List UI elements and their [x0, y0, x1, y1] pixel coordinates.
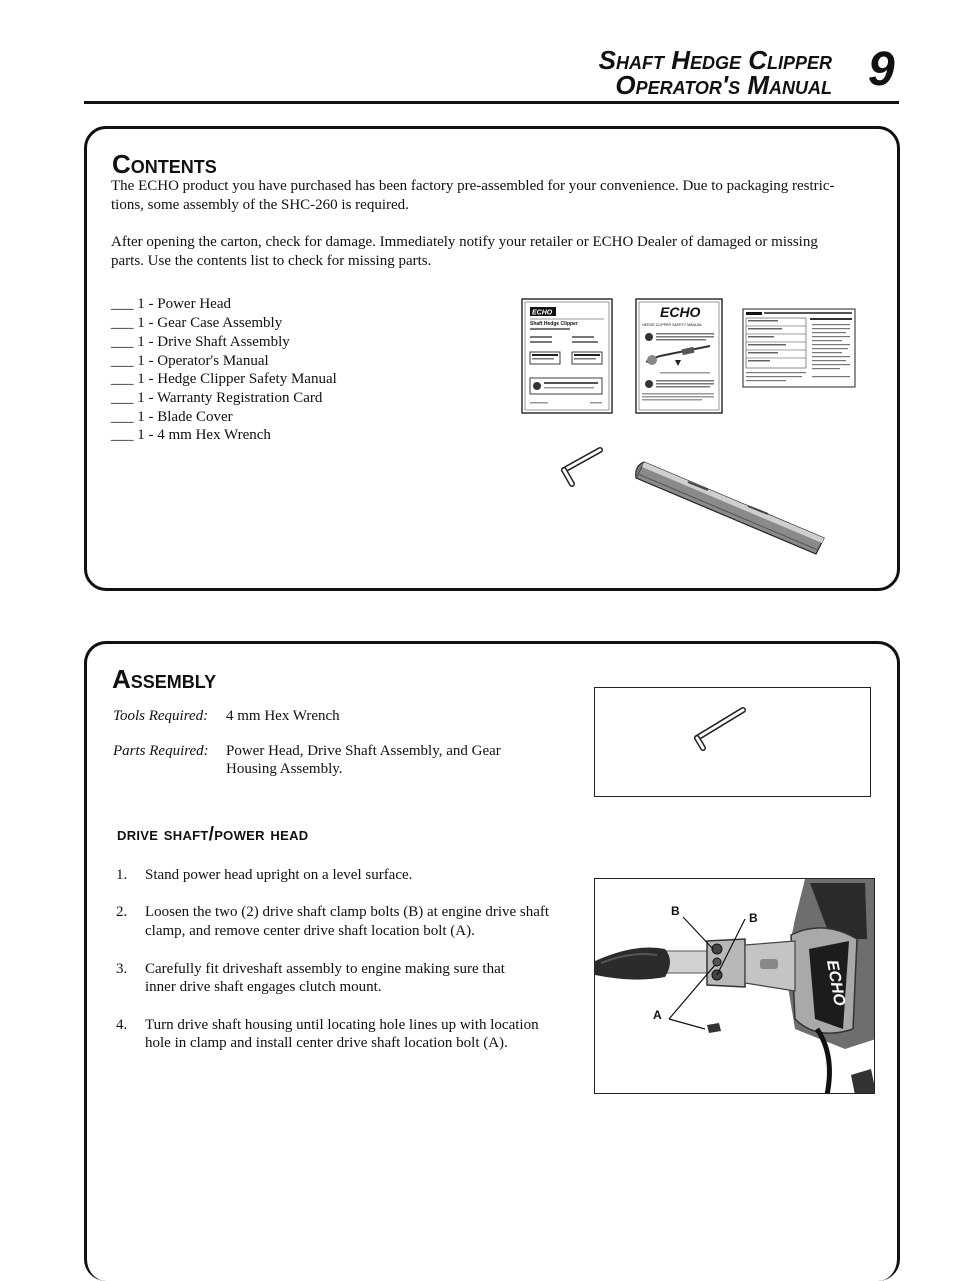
step-number: 4. [116, 1017, 128, 1033]
operators-manual-image [522, 299, 612, 413]
list-item: ___ 1 - Hedge Clipper Safety Manual [111, 371, 337, 387]
photo-label-a: A [653, 1008, 662, 1022]
drive-shaft-photo-image [595, 879, 875, 1094]
drive-shaft-photo [594, 878, 875, 1094]
parts-required-value-line1: Power Head, Drive Shaft Assembly, and Gear [226, 743, 501, 759]
list-item: ___ 1 - Drive Shaft Assembly [111, 334, 290, 350]
manual-title-line2: Operator's Manual [615, 70, 832, 100]
manual2-brand: ECHO [660, 304, 701, 320]
manual1-brand: ECHO [532, 309, 553, 317]
parts-required-label: Parts Required: [113, 743, 209, 759]
tools-required-label: Tools Required: [113, 708, 209, 724]
tools-required-value: 4 mm Hex Wrench [226, 708, 340, 724]
step-text: Stand power head upright on a level surface. [145, 867, 413, 883]
step-text: clamp, and remove center drive shaft location bolt (A). [145, 923, 475, 939]
page-number: 9 [868, 43, 895, 96]
step-number: 3. [116, 961, 128, 977]
step-text: hole in clamp and install center drive shaft location bolt (A). [145, 1035, 508, 1051]
list-item: ___ 1 - Operator's Manual [111, 353, 269, 369]
header-rule [84, 101, 899, 104]
contents-heading: Contents [112, 149, 217, 179]
step-text: Turn drive shaft housing until locating hole lines up with location [145, 1017, 539, 1033]
hex-wrench-image [550, 444, 610, 490]
step-number: 2. [116, 904, 128, 920]
contents-para2-line2: parts. Use the contents list to check for missing parts. [111, 253, 432, 269]
step-text: inner drive shaft engages clutch mount. [145, 979, 382, 995]
photo-echo-logo: ECHO [823, 958, 848, 1008]
parts-required-value-line2: Housing Assembly. [226, 761, 343, 777]
warranty-card-image [743, 309, 855, 387]
list-item: ___ 1 - Blade Cover [111, 409, 233, 425]
safety-manual-image [636, 299, 722, 413]
list-item: ___ 1 - 4 mm Hex Wrench [111, 427, 271, 443]
manual-title-line1: Shaft Hedge Clipper [598, 45, 832, 75]
documents-illustration [520, 296, 865, 416]
manual2-title: HEDGE CLIPPER SAFETY MANUAL [642, 323, 703, 327]
list-item: ___ 1 - Warranty Registration Card [111, 390, 323, 406]
list-item: ___ 1 - Power Head [111, 296, 231, 312]
photo-label-b: B [671, 904, 680, 918]
photo-label-b: B [749, 911, 758, 925]
hex-wrench-figure [594, 687, 871, 797]
list-item: ___ 1 - Gear Case Assembly [111, 315, 283, 331]
step-text: Loosen the two (2) drive shaft clamp bolts (B) at engine drive shaft [145, 904, 550, 920]
contents-para2-line1: After opening the carton, check for damage. Immediately notify your retailer or ECHO Dealer of damaged or missing [111, 234, 818, 250]
step-number: 1. [116, 867, 128, 883]
step-text: Carefully fit driveshaft assembly to engine making sure that [145, 961, 505, 977]
hex-wrench-icon [687, 704, 751, 752]
manual-title [598, 45, 832, 100]
contents-para1-line1: The ECHO product you have purchased has been factory pre-assembled for your convenience. Due to packaging restric- [111, 178, 835, 194]
blade-cover-image [628, 452, 832, 562]
drive-shaft-subheading: drive shaft/power head [117, 824, 309, 845]
contents-para1-line2: tions, some assembly of the SHC-260 is required. [111, 197, 409, 213]
assembly-heading: Assembly [112, 664, 217, 694]
manual1-title: Shaft Hedge Clipper [530, 321, 578, 327]
